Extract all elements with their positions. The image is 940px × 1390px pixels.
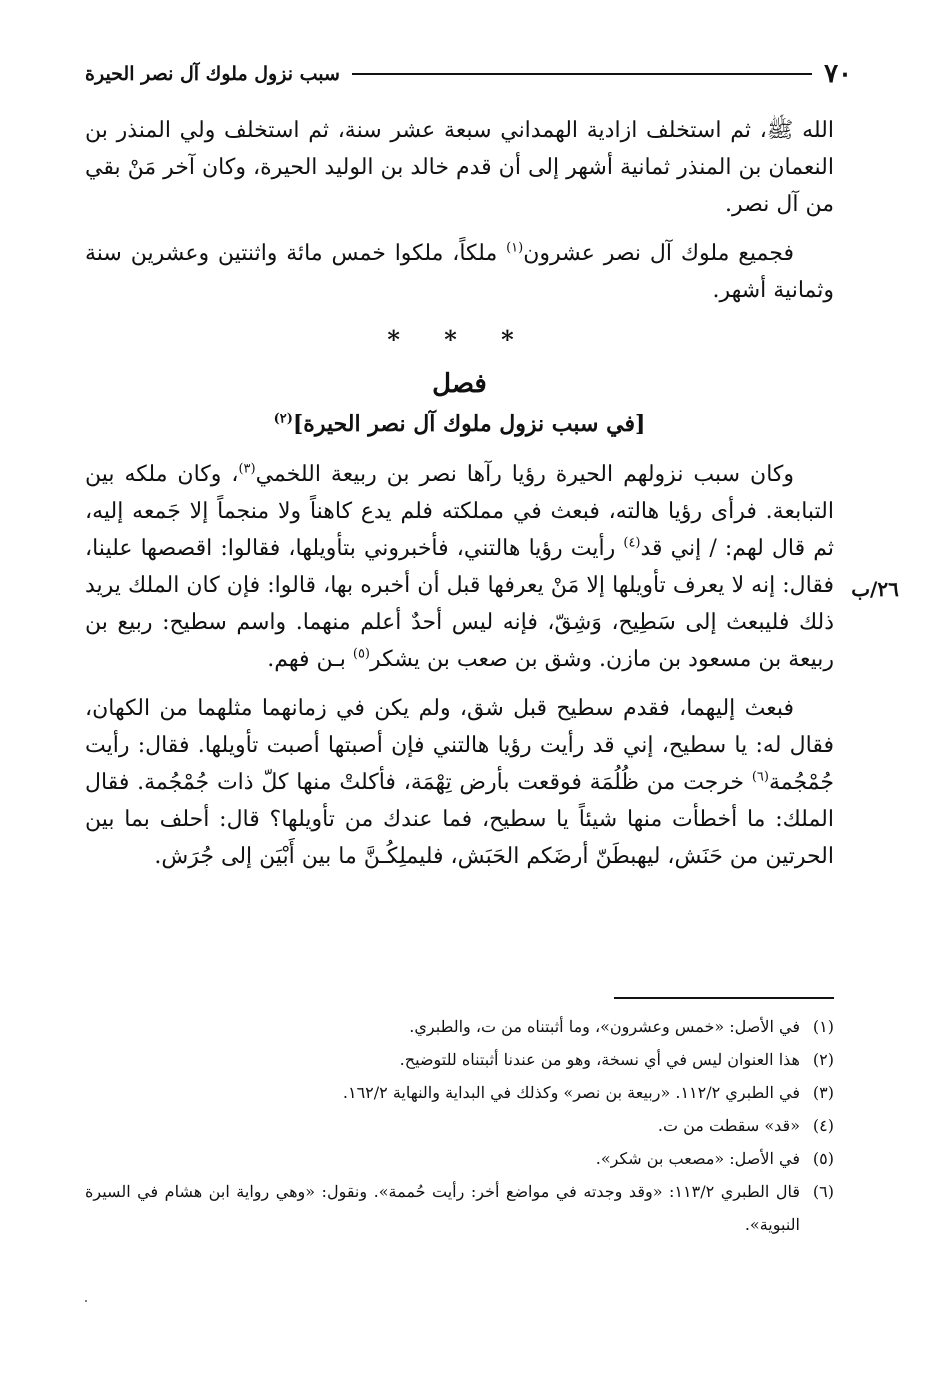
running-title: سبب نزول ملوك آل نصر الحيرة <box>85 63 340 85</box>
page-number: ٧٠ <box>824 59 852 89</box>
footnote <box>85 1010 834 1043</box>
footnote-ref-5: (٥) <box>352 646 370 662</box>
paragraph-satih <box>85 690 834 875</box>
paragraph-continuation: الله ﷺ، ثم استخلف ازادية الهمداني سبعة عشر سنة، ثم استخلف ولي المنذر بن النعمان بن المنذر ثمانية أشهر إلى أن قدم خالد بن الوليد الحيرة، وكان آخر مَنْ بقي من آل نصر. <box>85 118 834 217</box>
footnote-number: (٣) <box>812 1083 834 1102</box>
footnote-rule <box>614 997 834 999</box>
paragraph-text: ، وكان ملكه بين التبابعة. فرأى رؤيا هالته، فبعث في مملكته فلم يدع كاهناً ولا منجماً إلا جَمعه إليه، ثم قال لهم: / إني قد <box>85 462 834 561</box>
footnote <box>85 1142 834 1175</box>
paragraph-text: خرجت من ظُلُمَة فوقعت بأرض تِهْمَة، فأكلتْ منها كلّ ذات جُمْجُمة. فقال الملك: ما أخطأت منها شيئاً يا سطيح، فما عندك من تأويلها؟ قال: أحلف بما بين الحرتين من حَنَش، ليهبطَنّ أرضَكم الحَبَش، فليملِكُـنَّ ما بين أَبْيَن إلى جُرَش. <box>85 770 834 869</box>
section-title: فصل <box>432 369 487 399</box>
page-header <box>85 56 852 92</box>
paragraph-text: بـن فهم. <box>267 647 353 672</box>
manuscript-folio-note: ٢٦/ب <box>851 577 899 601</box>
paragraph-kings-count <box>85 235 834 309</box>
footnote-ref-4: (٤) <box>623 535 641 551</box>
footnote-ref-1: (١) <box>506 240 524 256</box>
footnote-text: في الأصل: «مصعب بن شكر». <box>595 1149 800 1168</box>
section-subtitle-text: [في سبب نزول ملوك آل نصر الحيرة] <box>292 411 646 437</box>
footnote-text: «قد» سقطت من ت. <box>657 1116 800 1135</box>
header-rule <box>352 73 812 75</box>
footnote-number: (٦) <box>812 1182 834 1201</box>
footnote-number: (١) <box>812 1017 834 1036</box>
footnote-ref-6: (٦) <box>751 769 769 785</box>
section-separator: * * * <box>387 325 532 354</box>
footnote-text: هذا العنوان ليس في أي نسخة، وهو من عندنا أثبتناه للتوضيح. <box>399 1050 800 1069</box>
footnote <box>85 1109 834 1142</box>
footnote-text: في الأصل: «خمس وعشرون»، وما أثبتناه من ت، والطبري. <box>409 1017 800 1036</box>
footnote-number: (٥) <box>812 1149 834 1168</box>
paragraph-text: وكان سبب نزولهم الحيرة رؤيا رآها نصر بن ربيعة اللخمي <box>255 462 794 487</box>
paragraph-text: ملكاً، ملكوا خمس مائة واثنتين وعشرين سنة وثمانية أشهر. <box>85 241 834 303</box>
main-text <box>85 112 834 887</box>
footnote <box>85 1175 834 1241</box>
paragraph-dream <box>85 456 834 678</box>
footnote <box>85 1076 834 1109</box>
footnote <box>85 1043 834 1076</box>
section-subtitle <box>85 404 834 444</box>
footnote-number: (٢) <box>812 1050 834 1069</box>
footnote-ref-3: (٣) <box>238 461 256 477</box>
paragraph-text: رأيت رؤيا هالتني، فأخبروني بتأويلها، فقالوا: اقصصها علينا، فقال: إنه لا يعرف تأويلها إلا مَنْ يعرفها قبل أن أخبره بها، قالوا: فإن كان الملك يريد ذلك فليبعث إلى سَطِيح، وَشِقّ، فإنه ليس أحدٌ أعلم منهما. واسم سطيح: ربيع بن ربيعة بن مسعود بن مازن. وشق بن صعب بن يشكر <box>85 536 834 672</box>
footnote-ref-2: (٢) <box>273 411 293 427</box>
footnote-number: (٤) <box>812 1116 834 1135</box>
footnote-text: في الطبري ١١٢/٢. «ربيعة بن نصر» وكذلك في البداية والنهاية ١٦٢/٢. <box>342 1083 800 1102</box>
footnote-text: قال الطبري ١١٣/٢: «وقد وجدته في مواضع أخر: رأيت حُممة». ونقول: «وهي رواية ابن هشام في السيرة النبوية». <box>85 1182 800 1234</box>
paragraph-text: فجميع ملوك آل نصر عشرون <box>523 241 794 266</box>
footnotes <box>85 1010 834 1241</box>
paragraph-text: فبعث إليهما، فقدم سطيح قبل شق، ولم يكن في زمانهما مثلهما من الكهان، فقال له: يا سطيح، إني قد رأيت رؤيا هالتني فإن أصبتها أصبت تأويلها. فقال: رأيت جُمْجُمة <box>85 696 834 795</box>
scan-speck <box>85 1300 87 1302</box>
